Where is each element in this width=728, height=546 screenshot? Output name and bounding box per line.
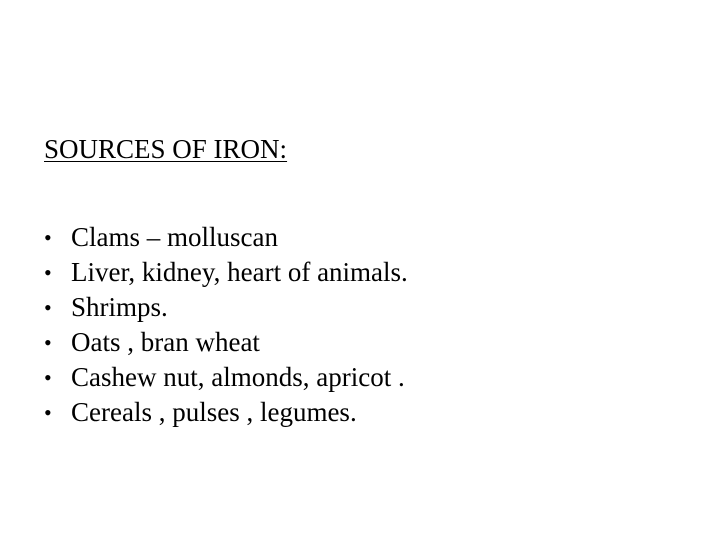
bullet-icon: • — [44, 225, 52, 250]
list-item-text: Liver, kidney, heart of animals. — [71, 257, 408, 287]
bullet-icon: • — [44, 365, 52, 390]
list-item-text: Shrimps. — [71, 292, 168, 322]
list-item-text: Oats , bran wheat — [71, 327, 260, 357]
list-item-text: Clams – molluscan — [71, 222, 278, 252]
bullet-icon: • — [44, 295, 52, 320]
list-item-text: Cereals , pulses , legumes. — [71, 397, 357, 427]
bullet-icon: • — [44, 400, 52, 425]
bullet-icon: • — [44, 260, 52, 285]
bullet-icon: • — [44, 330, 52, 355]
slide-heading: SOURCES OF IRON: — [44, 134, 288, 164]
list-item-text: Cashew nut, almonds, apricot . — [71, 362, 405, 392]
